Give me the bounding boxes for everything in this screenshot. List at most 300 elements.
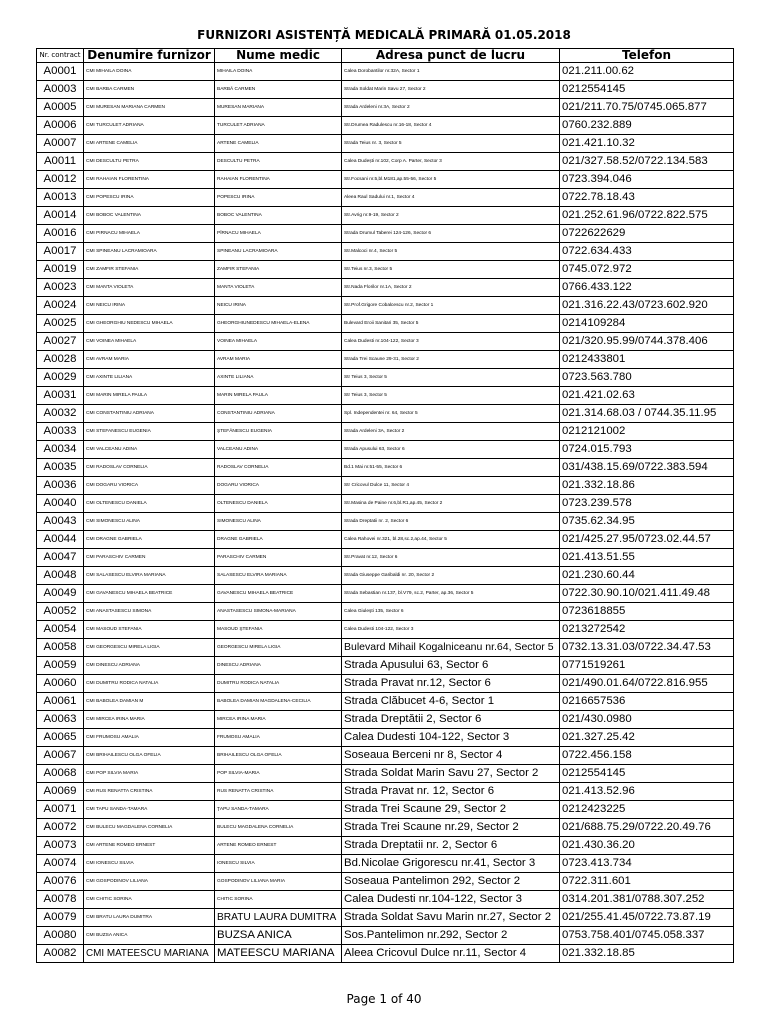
contract-number-cell: A0014 bbox=[37, 207, 84, 225]
phone-cell: 0722.634.433 bbox=[560, 243, 734, 261]
table-row bbox=[37, 657, 734, 675]
table-row bbox=[37, 477, 734, 495]
address-cell: Str.Avrig nr.9-19, Sector 2 bbox=[342, 207, 560, 225]
contract-number-cell: A0076 bbox=[37, 873, 84, 891]
phone-cell: 0212554145 bbox=[560, 765, 734, 783]
phone-cell: 021.430.36.20 bbox=[560, 837, 734, 855]
table-row bbox=[37, 279, 734, 297]
doctor-name-cell: SALASESCU ELVIRA MARIANA bbox=[215, 567, 342, 585]
contract-number-cell: A0007 bbox=[37, 135, 84, 153]
table-row bbox=[37, 207, 734, 225]
provider-name-cell: CMI POPESCU IRINA bbox=[84, 189, 215, 207]
table-row bbox=[37, 675, 734, 693]
table-row bbox=[37, 873, 734, 891]
contract-number-cell: A0068 bbox=[37, 765, 84, 783]
table-row bbox=[37, 531, 734, 549]
address-cell: Strada Drumul Taberei 124-126, Sector 6 bbox=[342, 225, 560, 243]
header-doctor-name: Nume medic bbox=[215, 49, 342, 63]
address-cell: Strada Soldat Savu Marin nr.27, Sector 2 bbox=[342, 909, 560, 927]
provider-name-cell: CMI MURESAN MARIANA CARMEN bbox=[84, 99, 215, 117]
address-cell: Calea Dorobantilor nr.32A, Sector 1 bbox=[342, 63, 560, 81]
doctor-name-cell: IONESCU SILVIA bbox=[215, 855, 342, 873]
phone-cell: 0771519261 bbox=[560, 657, 734, 675]
doctor-name-cell: RAHAIAN FLORENTINA bbox=[215, 171, 342, 189]
header-phone: Telefon bbox=[560, 49, 734, 63]
provider-name-cell: CMI PARASCHIV CARMEN bbox=[84, 549, 215, 567]
phone-cell: 0216657536 bbox=[560, 693, 734, 711]
provider-name-cell: CMI GOSPODINOV LILIANA bbox=[84, 873, 215, 891]
table-row bbox=[37, 243, 734, 261]
contract-number-cell: A0078 bbox=[37, 891, 84, 909]
table-row bbox=[37, 153, 734, 171]
provider-name-cell: CMI MASOUD STEFANIA bbox=[84, 621, 215, 639]
table-row bbox=[37, 837, 734, 855]
provider-name-cell: CMI BRATU LAURA DUMITRA bbox=[84, 909, 215, 927]
doctor-name-cell: BUZSA ANICA bbox=[215, 927, 342, 945]
contract-number-cell: A0012 bbox=[37, 171, 84, 189]
contract-number-cell: A0082 bbox=[37, 945, 84, 963]
table-row bbox=[37, 117, 734, 135]
provider-name-cell: CMI MANTA VIOLETA bbox=[84, 279, 215, 297]
provider-name-cell: CMI BUZSA ANICA bbox=[84, 927, 215, 945]
address-cell: Soseaua Berceni nr 8, Sector 4 bbox=[342, 747, 560, 765]
address-cell: Str Teius 3, Sector 5 bbox=[342, 369, 560, 387]
doctor-name-cell: DESCULTU PETRA bbox=[215, 153, 342, 171]
table-row bbox=[37, 81, 734, 99]
table-row bbox=[37, 891, 734, 909]
doctor-name-cell: BULECU MAGDALENA CORNELIA bbox=[215, 819, 342, 837]
phone-cell: 021/211.70.75/0745.065.877 bbox=[560, 99, 734, 117]
phone-cell: 021.327.25.42 bbox=[560, 729, 734, 747]
contract-number-cell: A0067 bbox=[37, 747, 84, 765]
contract-number-cell: A0072 bbox=[37, 819, 84, 837]
provider-name-cell: CMI DINESCU ADRIANA bbox=[84, 657, 215, 675]
table-row bbox=[37, 603, 734, 621]
header-address: Adresa punct de lucru bbox=[342, 49, 560, 63]
address-cell: Strada Trei Scaune 29-31, Sector 2 bbox=[342, 351, 560, 369]
phone-cell: 0724.015.793 bbox=[560, 441, 734, 459]
contract-number-cell: A0065 bbox=[37, 729, 84, 747]
table-row bbox=[37, 639, 734, 657]
phone-cell: 021.421.10.32 bbox=[560, 135, 734, 153]
provider-name-cell: CMI DUMITRU RODICA NATALIA bbox=[84, 675, 215, 693]
doctor-name-cell: ZAMFIR STEFANIA bbox=[215, 261, 342, 279]
doctor-name-cell: PÎRNACU MIHAELA bbox=[215, 225, 342, 243]
table-row bbox=[37, 99, 734, 117]
address-cell: Spl. Independentei nr. 64, Sector 5 bbox=[342, 405, 560, 423]
provider-name-cell: CMI TAPU SANDA-TAMARA bbox=[84, 801, 215, 819]
contract-number-cell: A0024 bbox=[37, 297, 84, 315]
provider-name-cell: CMI MATEESCU MARIANA bbox=[84, 945, 215, 963]
doctor-name-cell: GOSPODINOV LILIANA MARIA bbox=[215, 873, 342, 891]
address-cell: Bulevard Mihail Kogalniceanu nr.64, Sector 5 bbox=[342, 639, 560, 657]
provider-name-cell: CMI MIRCEA IRINA MARIA bbox=[84, 711, 215, 729]
doctor-name-cell: CONSTANTINIU ADRIANA bbox=[215, 405, 342, 423]
contract-number-cell: A0016 bbox=[37, 225, 84, 243]
address-cell: Calea Dudesti 104-122, Sector 3 bbox=[342, 621, 560, 639]
provider-name-cell: CMI TURCULET ADRIANA bbox=[84, 117, 215, 135]
provider-name-cell: CMI SPINEANU LACRAMIOARA bbox=[84, 243, 215, 261]
doctor-name-cell: NEICU IRINA bbox=[215, 297, 342, 315]
phone-cell: 021.332.18.85 bbox=[560, 945, 734, 963]
address-cell: Calea Rahovei nr.321, bl.28,sc.2,ap.44, Sector 5 bbox=[342, 531, 560, 549]
contract-number-cell: A0043 bbox=[37, 513, 84, 531]
phone-cell: 0722.78.18.43 bbox=[560, 189, 734, 207]
contract-number-cell: A0013 bbox=[37, 189, 84, 207]
phone-cell: 0766.433.122 bbox=[560, 279, 734, 297]
phone-cell: 0723.413.734 bbox=[560, 855, 734, 873]
address-cell: Strada Soldat Marin Savu 27, Sector 2 bbox=[342, 765, 560, 783]
phone-cell: 0212554145 bbox=[560, 81, 734, 99]
contract-number-cell: A0027 bbox=[37, 333, 84, 351]
phone-cell: 021.413.51.55 bbox=[560, 549, 734, 567]
phone-cell: 0723618855 bbox=[560, 603, 734, 621]
phone-cell: 021/320.95.99/0744.378.406 bbox=[560, 333, 734, 351]
table-row bbox=[37, 333, 734, 351]
doctor-name-cell: MARIN MIRELA PAULA bbox=[215, 387, 342, 405]
provider-name-cell: CMI POP SILVIA MARIA bbox=[84, 765, 215, 783]
address-cell: Strada Teius nr. 3, Sector 5 bbox=[342, 135, 560, 153]
contract-number-cell: A0001 bbox=[37, 63, 84, 81]
phone-cell: 0760.232.889 bbox=[560, 117, 734, 135]
address-cell: Sos.Pantelimon nr.292, Sector 2 bbox=[342, 927, 560, 945]
contract-number-cell: A0073 bbox=[37, 837, 84, 855]
address-cell: Str.Pravat nr.12, Sector 6 bbox=[342, 549, 560, 567]
phone-cell: 021.230.60.44 bbox=[560, 567, 734, 585]
address-cell: Strada Pravat nr.12, Sector 6 bbox=[342, 675, 560, 693]
phone-cell: 021/425.27.95/0723.02.44.57 bbox=[560, 531, 734, 549]
provider-name-cell: CMI RAHAIAN FLORENTINA bbox=[84, 171, 215, 189]
phone-cell: 0722.456.158 bbox=[560, 747, 734, 765]
provider-name-cell: CMI STEFANESCU EUGENIA bbox=[84, 423, 215, 441]
provider-name-cell: CMI MIHAILA DOINA bbox=[84, 63, 215, 81]
phone-cell: 0212121002 bbox=[560, 423, 734, 441]
contract-number-cell: A0047 bbox=[37, 549, 84, 567]
table-row bbox=[37, 189, 734, 207]
phone-cell: 021/327.58.52/0722.134.583 bbox=[560, 153, 734, 171]
phone-cell: 021/490.01.64/0722.816.955 bbox=[560, 675, 734, 693]
phone-cell: 021.252.61.96/0722.822.575 bbox=[560, 207, 734, 225]
address-cell: Aleea Raul Sadului nr.1, Sector 4 bbox=[342, 189, 560, 207]
table-row bbox=[37, 801, 734, 819]
provider-name-cell: CMI BOBOC VALENTINA bbox=[84, 207, 215, 225]
header-provider-name: Denumire furnizor bbox=[84, 49, 215, 63]
provider-name-cell: CMI IONESCU SILVIA bbox=[84, 855, 215, 873]
contract-number-cell: A0023 bbox=[37, 279, 84, 297]
phone-cell: 0745.072.972 bbox=[560, 261, 734, 279]
contract-number-cell: A0079 bbox=[37, 909, 84, 927]
doctor-name-cell: SPINEANU LACRAMIOARA bbox=[215, 243, 342, 261]
phone-cell: 0214109284 bbox=[560, 315, 734, 333]
doctor-name-cell: FRUMOSU AMALIA bbox=[215, 729, 342, 747]
table-row bbox=[37, 297, 734, 315]
provider-name-cell: CMI DESCULTU PETRA bbox=[84, 153, 215, 171]
address-cell: Strada Apusului 63, Sector 6 bbox=[342, 441, 560, 459]
doctor-name-cell: BRATU LAURA DUMITRA bbox=[215, 909, 342, 927]
contract-number-cell: A0029 bbox=[37, 369, 84, 387]
table-row bbox=[37, 423, 734, 441]
contract-number-cell: A0032 bbox=[37, 405, 84, 423]
doctor-name-cell: POPESCU IRINA bbox=[215, 189, 342, 207]
table-row bbox=[37, 135, 734, 153]
doctor-name-cell: ARTENE ROMEO ERNEST bbox=[215, 837, 342, 855]
table-row bbox=[37, 585, 734, 603]
phone-cell: 021.413.52.96 bbox=[560, 783, 734, 801]
provider-name-cell: CMI RADOSLAV CORNELIA bbox=[84, 459, 215, 477]
doctor-name-cell: MIHAILA DOINA bbox=[215, 63, 342, 81]
doctor-name-cell: POP SILVIA-MARIA bbox=[215, 765, 342, 783]
phone-cell: 0314.201.381/0788.307.252 bbox=[560, 891, 734, 909]
contract-number-cell: A0025 bbox=[37, 315, 84, 333]
table-row bbox=[37, 441, 734, 459]
contract-number-cell: A0058 bbox=[37, 639, 84, 657]
table-row bbox=[37, 549, 734, 567]
phone-cell: 031/438.15.69/0722.383.594 bbox=[560, 459, 734, 477]
contract-number-cell: A0006 bbox=[37, 117, 84, 135]
provider-name-cell: CMI SIMONESCU ALINA bbox=[84, 513, 215, 531]
contract-number-cell: A0048 bbox=[37, 567, 84, 585]
contract-number-cell: A0011 bbox=[37, 153, 84, 171]
address-cell: Str.Prof.Grigore Cobalcescu nr.2, Sector 1 bbox=[342, 297, 560, 315]
doctor-name-cell: MURESAN MARIANA bbox=[215, 99, 342, 117]
address-cell: Bulevard Eroii Sanitari 35, Sector 5 bbox=[342, 315, 560, 333]
doctor-name-cell: ANASTASESCU SIMONA-MARIANA bbox=[215, 603, 342, 621]
provider-name-cell: CMI AVRAM MARIA bbox=[84, 351, 215, 369]
contract-number-cell: A0028 bbox=[37, 351, 84, 369]
table-body bbox=[37, 63, 734, 963]
address-cell: Strada Clăbucet 4-6, Sector 1 bbox=[342, 693, 560, 711]
doctor-name-cell: DOGARU VIORICA bbox=[215, 477, 342, 495]
phone-cell: 0723.563.780 bbox=[560, 369, 734, 387]
contract-number-cell: A0074 bbox=[37, 855, 84, 873]
table-row bbox=[37, 225, 734, 243]
contract-number-cell: A0040 bbox=[37, 495, 84, 513]
table-row bbox=[37, 459, 734, 477]
contract-number-cell: A0033 bbox=[37, 423, 84, 441]
doctor-name-cell: ARTENE CAMELIA bbox=[215, 135, 342, 153]
table-row bbox=[37, 693, 734, 711]
address-cell: Bd.Nicolae Grigorescu nr.41, Sector 3 bbox=[342, 855, 560, 873]
table-row bbox=[37, 747, 734, 765]
page-footer: Page 1 of 40 bbox=[346, 992, 422, 1006]
doctor-name-cell: ŢAPU SANDA-TAMARA bbox=[215, 801, 342, 819]
contract-number-cell: A0034 bbox=[37, 441, 84, 459]
phone-cell: 021/430.0980 bbox=[560, 711, 734, 729]
address-cell: Str Cricovul Dulce 11, Sector 4 bbox=[342, 477, 560, 495]
address-cell: Strada Dreptatii nr. 2, Sector 6 bbox=[342, 837, 560, 855]
address-cell: Str.Nada Florilor nr.1A, Sector 2 bbox=[342, 279, 560, 297]
table-row bbox=[37, 315, 734, 333]
table-row bbox=[37, 765, 734, 783]
doctor-name-cell: AXINTE LILIANA bbox=[215, 369, 342, 387]
contract-number-cell: A0059 bbox=[37, 657, 84, 675]
address-cell: Aleea Cricovul Dulce nr.11, Sector 4 bbox=[342, 945, 560, 963]
contract-number-cell: A0069 bbox=[37, 783, 84, 801]
provider-name-cell: CMI DOGARU VIORICA bbox=[84, 477, 215, 495]
contract-number-cell: A0071 bbox=[37, 801, 84, 819]
address-cell: Strada Sebastian nr.137, bl.V79, sc.2, Parter, ap.36, Sector 5 bbox=[342, 585, 560, 603]
phone-cell: 0212433801 bbox=[560, 351, 734, 369]
doctor-name-cell: DINESCU ADRIANA bbox=[215, 657, 342, 675]
doctor-name-cell: BOBOC VALENTINA bbox=[215, 207, 342, 225]
doctor-name-cell: DRAGNE GABRIELA bbox=[215, 531, 342, 549]
provider-name-cell: CMI GHEORGHIU NEDESCU MIHAELA bbox=[84, 315, 215, 333]
doctor-name-cell: GAVANESCU MIHAELA BEATRICE bbox=[215, 585, 342, 603]
provider-name-cell: CMI ARTENE CAMELIA bbox=[84, 135, 215, 153]
contract-number-cell: A0061 bbox=[37, 693, 84, 711]
doctor-name-cell: MANTA VIOLETA bbox=[215, 279, 342, 297]
doctor-name-cell: MASOUD ŞTEFANIA bbox=[215, 621, 342, 639]
phone-cell: 0213272542 bbox=[560, 621, 734, 639]
header-contract-number: Nr. contract bbox=[37, 49, 84, 63]
phone-cell: 021/688.75.29/0722.20.49.76 bbox=[560, 819, 734, 837]
doctor-name-cell: GEORGESCU MIRELA LIGIA bbox=[215, 639, 342, 657]
provider-name-cell: CMI BARBA CARMEN bbox=[84, 81, 215, 99]
doctor-name-cell: SIMONESCU ALINA bbox=[215, 513, 342, 531]
provider-name-cell: CMI RUS RENATTA CRISTINA bbox=[84, 783, 215, 801]
contract-number-cell: A0003 bbox=[37, 81, 84, 99]
table-row bbox=[37, 909, 734, 927]
table-row bbox=[37, 171, 734, 189]
contract-number-cell: A0005 bbox=[37, 99, 84, 117]
table-row bbox=[37, 927, 734, 945]
provider-name-cell: CMI ZAMFIR STEFANIA bbox=[84, 261, 215, 279]
contract-number-cell: A0031 bbox=[37, 387, 84, 405]
table-row bbox=[37, 351, 734, 369]
phone-cell: 0212423225 bbox=[560, 801, 734, 819]
address-cell: Str.Focsani nr.5,bl.M181,ap.55-56, Sector 5 bbox=[342, 171, 560, 189]
address-cell: Soseaua Pantelimon 292, Sector 2 bbox=[342, 873, 560, 891]
contract-number-cell: A0049 bbox=[37, 585, 84, 603]
table-row bbox=[37, 945, 734, 963]
table-row bbox=[37, 405, 734, 423]
provider-name-cell: CMI CHITIC SORINA bbox=[84, 891, 215, 909]
doctor-name-cell: RADOSLAV CORNELIA bbox=[215, 459, 342, 477]
table-row bbox=[37, 495, 734, 513]
phone-cell: 0753.758.401/0745.058.337 bbox=[560, 927, 734, 945]
table-row bbox=[37, 621, 734, 639]
address-cell: Str.Drumea Radulescu nr.16-18, Sector 4 bbox=[342, 117, 560, 135]
address-cell: Strada Ardeleni 3A, Sector 2 bbox=[342, 423, 560, 441]
contract-number-cell: A0044 bbox=[37, 531, 84, 549]
doctor-name-cell: TURCULET ADRIANA bbox=[215, 117, 342, 135]
phone-cell: 021.332.18.86 bbox=[560, 477, 734, 495]
table-header-row bbox=[37, 49, 734, 63]
provider-name-cell: CMI BULECU MAGDALENA CORNELIA bbox=[84, 819, 215, 837]
doctor-name-cell: BABOLEA DAMIAN MAGDALENA-CECILIA bbox=[215, 693, 342, 711]
doctor-name-cell: RUS RENATTA CRISTINA bbox=[215, 783, 342, 801]
page-title: FURNIZORI ASISTENȚĂ MEDICALĂ PRIMARĂ 01.05.2018 bbox=[197, 28, 571, 42]
address-cell: Strada Soldat Marin Savu 27, Sector 2 bbox=[342, 81, 560, 99]
provider-name-cell: CMI DRAGNE GABRIELA bbox=[84, 531, 215, 549]
phone-cell: 021.316.22.43/0723.602.920 bbox=[560, 297, 734, 315]
address-cell: Strada Trei Scaune 29, Sector 2 bbox=[342, 801, 560, 819]
provider-name-cell: CMI BRIHAILESCU OLGA OFELIA bbox=[84, 747, 215, 765]
doctor-name-cell: DUMITRU RODICA NATALIA bbox=[215, 675, 342, 693]
address-cell: Strada Dreptatii nr. 2, Sector 6 bbox=[342, 513, 560, 531]
table-row bbox=[37, 369, 734, 387]
table-row bbox=[37, 783, 734, 801]
phone-cell: 0722622629 bbox=[560, 225, 734, 243]
address-cell: Strada Trei Scaune nr.29, Sector 2 bbox=[342, 819, 560, 837]
contract-number-cell: A0060 bbox=[37, 675, 84, 693]
provider-name-cell: CMI GAVANESCU MIHAELA BEATRICE bbox=[84, 585, 215, 603]
address-cell: Calea Giuleşti 135, Sector 6 bbox=[342, 603, 560, 621]
address-cell: Strada Pravat nr. 12, Sector 6 bbox=[342, 783, 560, 801]
table-row bbox=[37, 729, 734, 747]
address-cell: Str.Masina de Paine nr.6,bl.R1,ap.45, Sector 2 bbox=[342, 495, 560, 513]
provider-name-cell: CMI FRUMOSU AMALIA bbox=[84, 729, 215, 747]
provider-name-cell: CMI PIRNACU MIHAELA bbox=[84, 225, 215, 243]
doctor-name-cell: BARBĂ CARMEN bbox=[215, 81, 342, 99]
contract-number-cell: A0080 bbox=[37, 927, 84, 945]
provider-name-cell: CMI GEORGESCU MIRELA LIGIA bbox=[84, 639, 215, 657]
provider-name-cell: CMI SALASESCU ELVIRA MARIANA bbox=[84, 567, 215, 585]
address-cell: Strada Ardeleni nr.3A, Sector 2 bbox=[342, 99, 560, 117]
address-cell: Calea Dudesti 104-122, Sector 3 bbox=[342, 729, 560, 747]
doctor-name-cell: VALCEANU ADINA bbox=[215, 441, 342, 459]
doctor-name-cell: VOINEA MIHAELA bbox=[215, 333, 342, 351]
contract-number-cell: A0054 bbox=[37, 621, 84, 639]
doctor-name-cell: OLTENESCU DANIELA bbox=[215, 495, 342, 513]
table-row bbox=[37, 567, 734, 585]
table-row bbox=[37, 819, 734, 837]
doctor-name-cell: PARASCHIV CARMEN bbox=[215, 549, 342, 567]
contract-number-cell: A0052 bbox=[37, 603, 84, 621]
phone-cell: 0722.311.601 bbox=[560, 873, 734, 891]
address-cell: Calea Dudesti nr.104-122, Sector 3 bbox=[342, 333, 560, 351]
provider-name-cell: CMI VOINEA MIHAELA bbox=[84, 333, 215, 351]
address-cell: Str.Malcoci nr.4, Sector 5 bbox=[342, 243, 560, 261]
providers-table bbox=[36, 48, 734, 963]
phone-cell: 021.421.02.63 bbox=[560, 387, 734, 405]
provider-name-cell: CMI OLTENESCU DANIELA bbox=[84, 495, 215, 513]
provider-name-cell: CMI VALCEANU ADINA bbox=[84, 441, 215, 459]
provider-name-cell: CMI BABOLEA DAMIAN M bbox=[84, 693, 215, 711]
doctor-name-cell: AVRAM MARIA bbox=[215, 351, 342, 369]
address-cell: Str Teius 3, Sector 5 bbox=[342, 387, 560, 405]
doctor-name-cell: MATEESCU MARIANA bbox=[215, 945, 342, 963]
doctor-name-cell: MIRCEA IRINA MARIA bbox=[215, 711, 342, 729]
address-cell: Strada Dreptătii 2, Sector 6 bbox=[342, 711, 560, 729]
provider-name-cell: CMI MARIN MIRELA PAULA bbox=[84, 387, 215, 405]
contract-number-cell: A0035 bbox=[37, 459, 84, 477]
phone-cell: 021.314.68.03 / 0744.35.11.95 bbox=[560, 405, 734, 423]
phone-cell: 021/255.41.45/0722.73.87.19 bbox=[560, 909, 734, 927]
provider-name-cell: CMI CONSTANTINIU ADRIANA bbox=[84, 405, 215, 423]
address-cell: Strada Giuseppe Garibaldi nr. 20, Sector 2 bbox=[342, 567, 560, 585]
phone-cell: 021.211.00.62 bbox=[560, 63, 734, 81]
table-row bbox=[37, 387, 734, 405]
contract-number-cell: A0017 bbox=[37, 243, 84, 261]
address-cell: Strada Apusului 63, Sector 6 bbox=[342, 657, 560, 675]
provider-name-cell: CMI NEICU IRINA bbox=[84, 297, 215, 315]
provider-name-cell: CMI AXINTE LILIANA bbox=[84, 369, 215, 387]
contract-number-cell: A0063 bbox=[37, 711, 84, 729]
contract-number-cell: A0019 bbox=[37, 261, 84, 279]
provider-name-cell: CMI ARTENE ROMEO ERNEST bbox=[84, 837, 215, 855]
doctor-name-cell: BRIHAILESCU OLGA OFELIA bbox=[215, 747, 342, 765]
address-cell: Bd.1 Mai nr.51-55, Sector 6 bbox=[342, 459, 560, 477]
address-cell: Str.Teius nr.3, Sector 5 bbox=[342, 261, 560, 279]
address-cell: Calea Dudesti nr.104-122, Sector 3 bbox=[342, 891, 560, 909]
phone-cell: 0723.239.578 bbox=[560, 495, 734, 513]
phone-cell: 0735.62.34.95 bbox=[560, 513, 734, 531]
phone-cell: 0732.13.31.03/0722.34.47.53 bbox=[560, 639, 734, 657]
doctor-name-cell: CHITIC SORINA bbox=[215, 891, 342, 909]
phone-cell: 0722.30.90.10/021.411.49.48 bbox=[560, 585, 734, 603]
contract-number-cell: A0036 bbox=[37, 477, 84, 495]
